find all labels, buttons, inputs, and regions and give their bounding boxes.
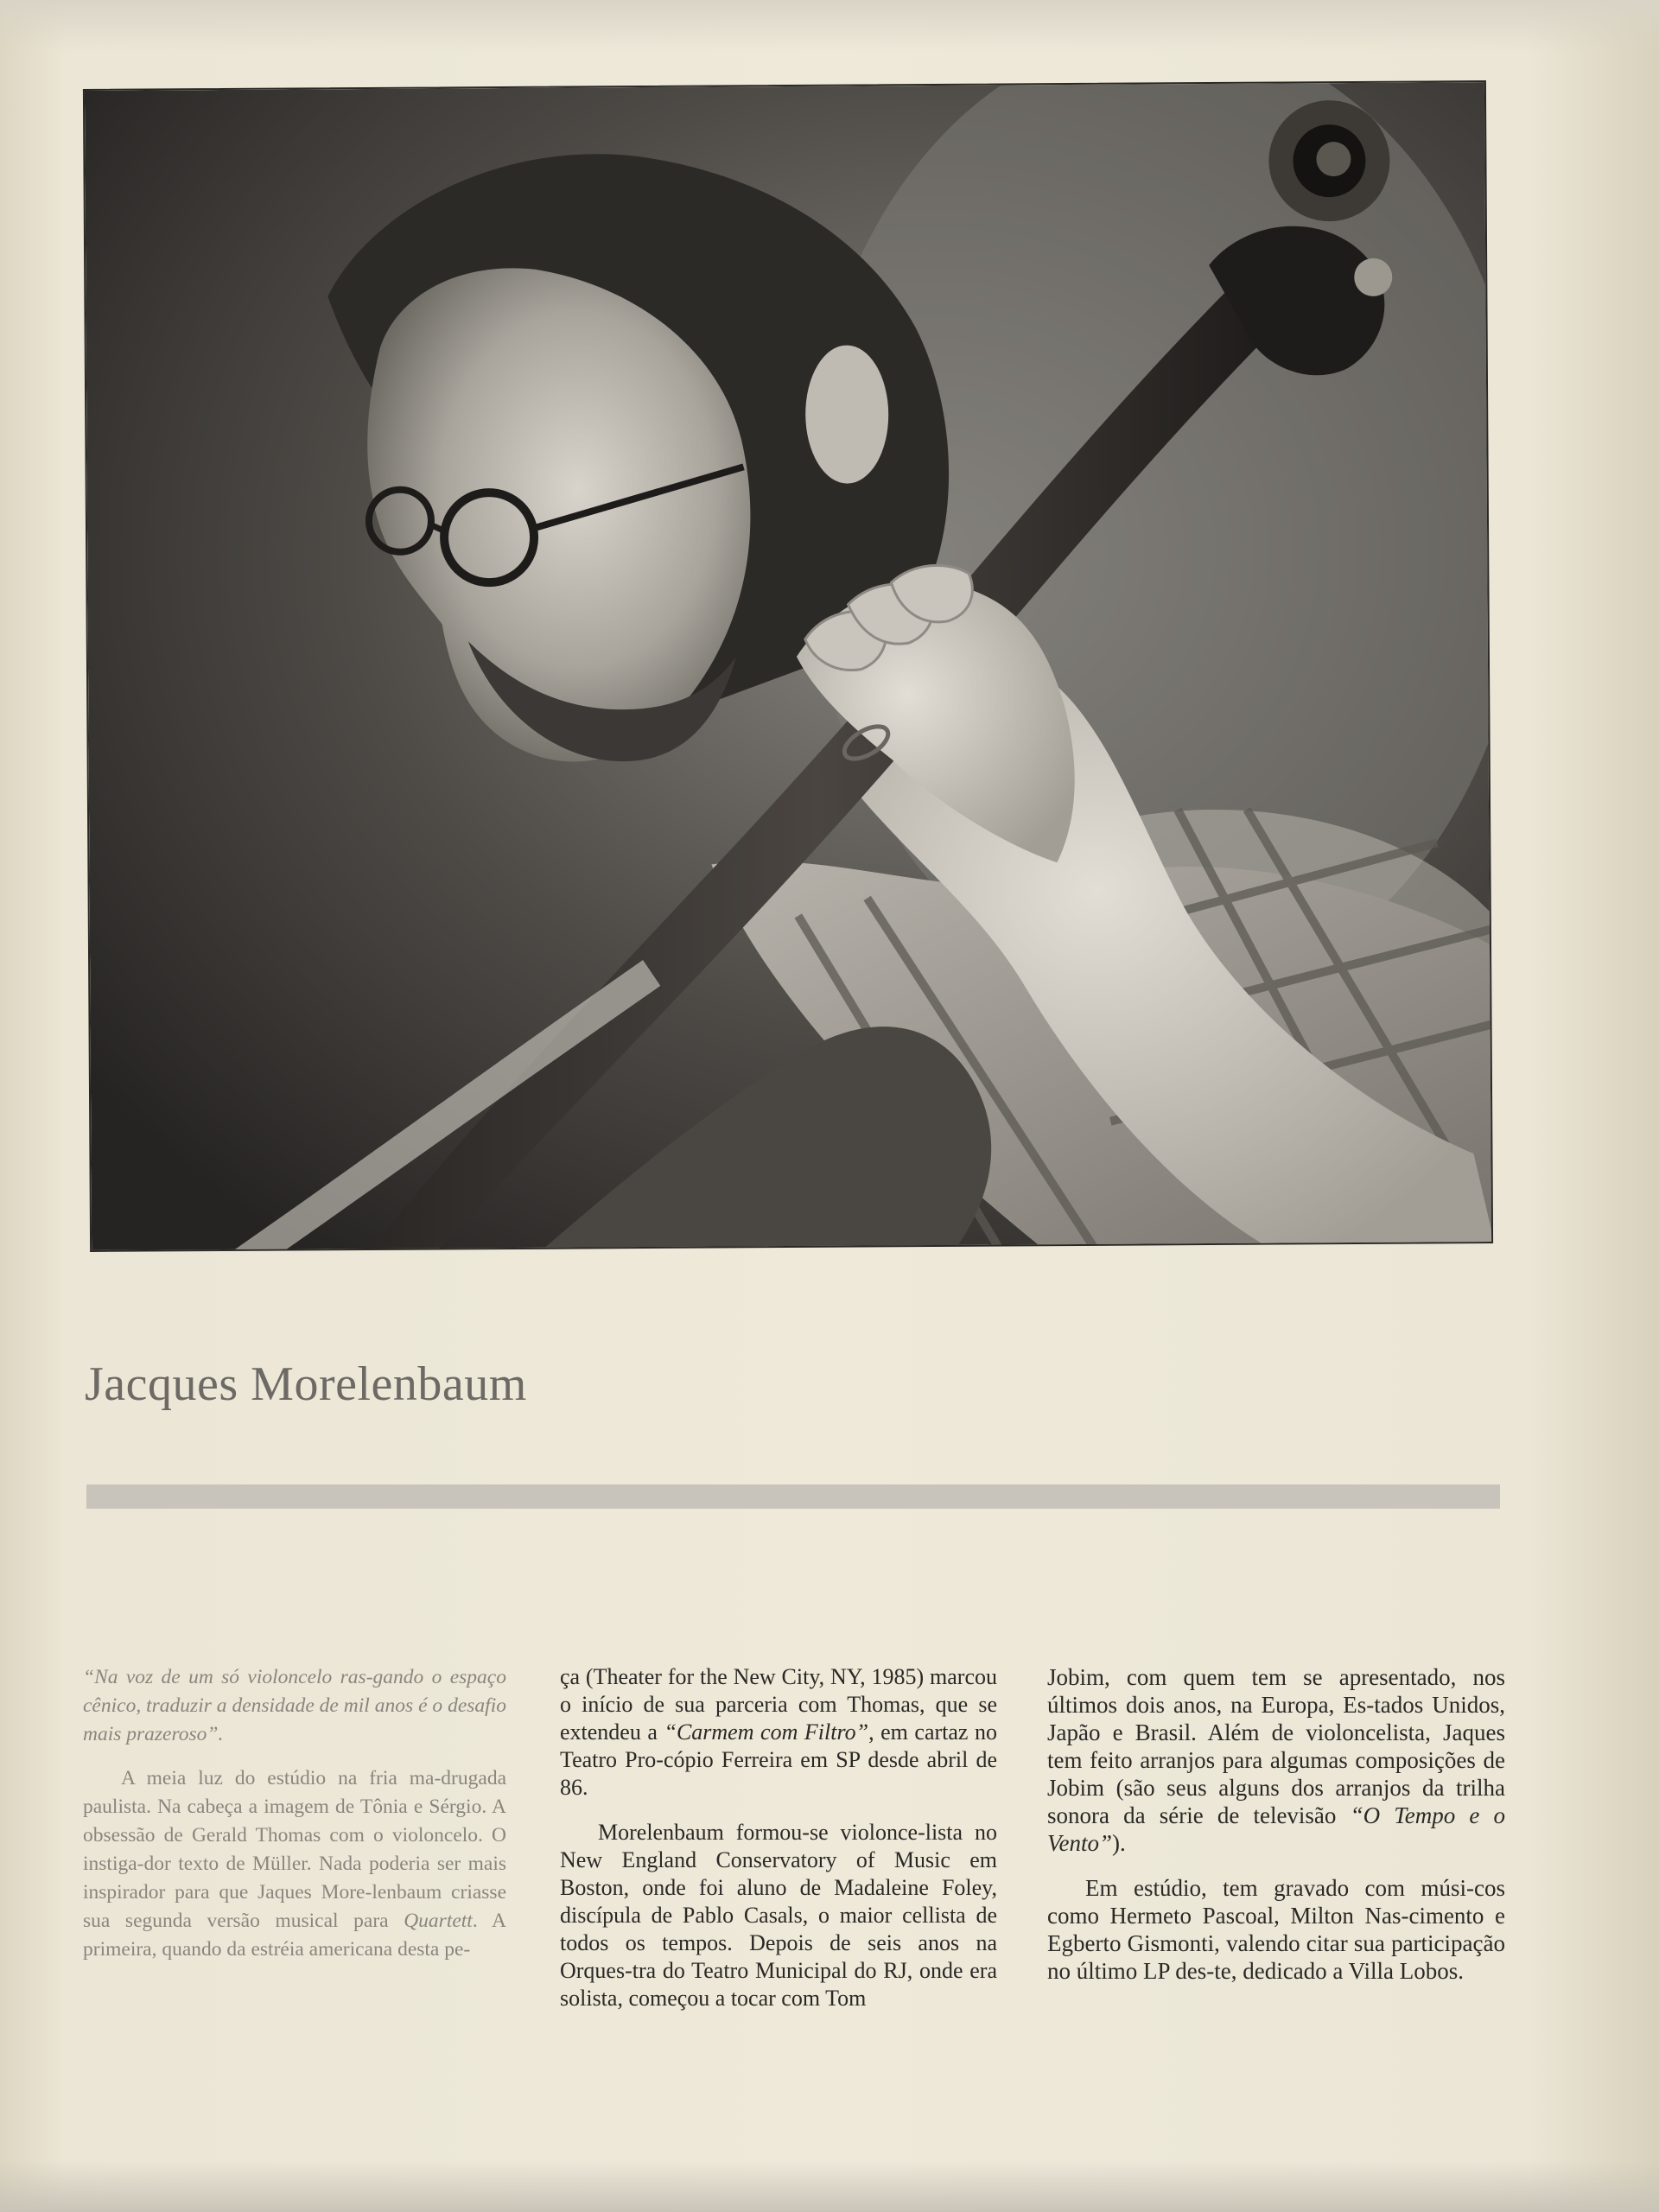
page-bottom-shadow [0, 2160, 1659, 2212]
column-2-paragraph-1-end: , em cartaz no Teatro Pro-cópio Ferreira em SP desde abril de 86. [560, 1719, 998, 1800]
column-3 [1047, 1663, 1505, 1985]
column-3-paragraph-1-end: ). [1112, 1830, 1126, 1856]
cellist-photo [83, 80, 1493, 1252]
article-title: Jacques Morelenbaum [85, 1357, 527, 1411]
column-2 [560, 1663, 997, 2012]
column-1-paragraph-end: . A primeira, quando da estréia americana desta pe- [83, 1910, 506, 1961]
quartett-title: Quartett [404, 1910, 473, 1932]
column-2-paragraph-1-text: ça (Theater for the New City, NY, 1985) marcou o início de sua parceria com Thomas, que se extendeu a [560, 1664, 997, 1745]
tempo-vento-title: “O Tempo e o Vento” [1047, 1802, 1505, 1856]
column-1-paragraph [83, 1764, 506, 1964]
carmem-title: “Carmem com Filtro” [664, 1719, 869, 1745]
page-top-shadow [0, 0, 1659, 52]
column-1 [83, 1663, 506, 1964]
column-2-paragraph-2: Morelenbaum formou-se violonce-lista no New England Conservatory of Music em Boston, onde foi aluno de Madaleine Foley, discípula de Pablo Casals, o maior cellista de todos os tempos. Depois de seis anos na Orques-tra do Teatro Municipal do RJ, onde era solista, começou a tocar com Tom [560, 1820, 997, 2011]
pull-quote-text: “Na voz de um só violoncelo ras-gando o espaço cênico, traduzir a densidade de mil anos é o desafio mais prazeroso”. [83, 1666, 506, 1745]
column-3-paragraph-1 [1047, 1663, 1505, 1857]
title-divider [86, 1484, 1500, 1509]
column-3-paragraph-1-text: Jobim, com quem tem se apresentado, nos últimos dois anos, na Europa, Es-tados Unidos, Japão e Brasil. Além de violoncelista, Jaques tem feito arranjos para algumas composições de Jobim (são seus alguns dos arranjos da trilha sonora da série de televisão [1047, 1664, 1505, 1828]
column-1-paragraph-text: A meia luz do estúdio na fria ma-drugada paulista. Na cabeça a imagem de Tônia e Sérgio. A obsessão de Gerald Thomas com o violoncelo. O instiga-dor texto de Müller. Nada poderia ser mais inspirador para que Jaques More-lenbaum criasse sua segunda versão musical para [83, 1767, 506, 1932]
column-3-paragraph-2: Em estúdio, tem gravado com músi-cos como Hermeto Pascoal, Milton Nas-cimento e Egberto Gismonti, valendo citar sua participação no último LP des-te, dedicado a Villa Lobos. [1047, 1875, 1505, 1984]
pull-quote [83, 1663, 506, 1749]
column-2-paragraph-1 [560, 1663, 997, 1802]
cellist-photo-icon [85, 82, 1493, 1252]
